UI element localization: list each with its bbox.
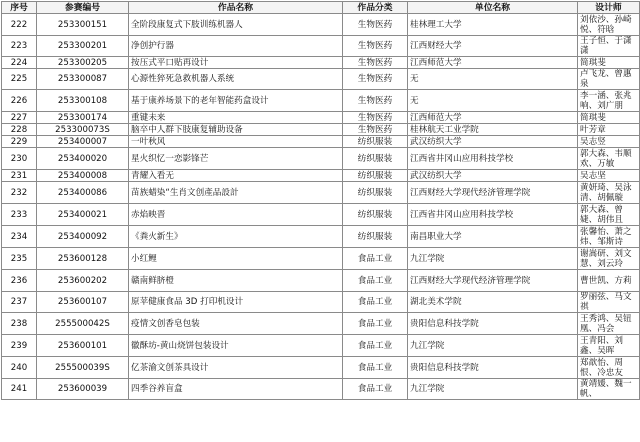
row-designer: 罗丽弦、马文祺 (578, 292, 640, 313)
row-unit: 桂林理工大学 (408, 14, 578, 36)
row-index: 235 (2, 248, 37, 270)
row-entry-code: 253300108 (37, 90, 129, 112)
table-row (2, 124, 640, 136)
row-unit: 武汉纺织大学 (408, 136, 578, 148)
row-unit: 江西财经大学现代经济管理学院 (408, 182, 578, 204)
row-unit: 江西财经大学现代经济管理学院 (408, 270, 578, 292)
table-row (2, 292, 640, 313)
table-row (2, 90, 640, 112)
row-unit: 贵阳信息科技学院 (408, 313, 578, 335)
row-entry-code: 253300151 (37, 14, 129, 36)
table-header (2, 2, 640, 14)
row-index: 234 (2, 226, 37, 248)
row-entry-code: 253600039 (37, 379, 129, 400)
row-designer: 吴志竖 (578, 136, 640, 148)
table-row (2, 14, 640, 36)
table-row (2, 270, 640, 292)
row-unit: 湖北美术学院 (408, 292, 578, 313)
row-work-name: 脑卒中人群下肢康复辅助设备 (129, 124, 343, 136)
row-work-name: 全阶段康复式下肢训练机器人 (129, 14, 343, 36)
row-designer: 郭大森、韦顺欢、万敏 (578, 148, 640, 170)
row-category: 纺织服装 (343, 170, 408, 182)
table-row (2, 170, 640, 182)
row-designer: 王青阳、刘鑫、吴晖 (578, 335, 640, 357)
row-work-name: 赣南鲜脐橙 (129, 270, 343, 292)
row-designer: 黄靖媛、魏一帆、 (578, 379, 640, 400)
row-work-name: 心源性猝死急救机器人系统 (129, 69, 343, 90)
row-unit: 九江学院 (408, 335, 578, 357)
row-entry-code: 253300174 (37, 112, 129, 124)
table-body (2, 14, 640, 400)
row-designer: 郑歆怡、周恨、冷忠友 (578, 357, 640, 379)
row-index: 230 (2, 148, 37, 170)
row-unit: 江西省井冈山应用科技学校 (408, 204, 578, 226)
row-category: 纺织服装 (343, 226, 408, 248)
row-entry-code: 253300205 (37, 57, 129, 69)
table-row (2, 204, 640, 226)
row-entry-code: 255500039S (37, 357, 129, 379)
row-unit: 南昌职业大学 (408, 226, 578, 248)
row-designer: 简琪斐 (578, 112, 640, 124)
row-designer: 简琪斐 (578, 57, 640, 69)
row-entry-code: 253400092 (37, 226, 129, 248)
header-index: 序号 (2, 2, 37, 14)
row-designer: 曹世凯、方莉 (578, 270, 640, 292)
table-row (2, 379, 640, 400)
row-category: 纺织服装 (343, 148, 408, 170)
row-category: 食品工业 (343, 357, 408, 379)
row-unit: 无 (408, 69, 578, 90)
header-unit: 单位名称 (408, 2, 578, 14)
row-category: 生物医药 (343, 90, 408, 112)
row-designer: 郭大森、曾婕、胡伟且 (578, 204, 640, 226)
row-entry-code: 253400008 (37, 170, 129, 182)
row-category: 生物医药 (343, 112, 408, 124)
row-category: 食品工业 (343, 292, 408, 313)
row-entry-code: 253400021 (37, 204, 129, 226)
table-row (2, 57, 640, 69)
row-category: 食品工业 (343, 248, 408, 270)
row-designer: 王子恒、于潇潇 (578, 36, 640, 57)
row-index: 222 (2, 14, 37, 36)
row-index: 241 (2, 379, 37, 400)
row-work-name: 徽酥坊-黄山烧饼包装设计 (129, 335, 343, 357)
table-row (2, 136, 640, 148)
row-index: 233 (2, 204, 37, 226)
row-entry-code: 253300087 (37, 69, 129, 90)
row-category: 纺织服装 (343, 182, 408, 204)
row-index: 226 (2, 90, 37, 112)
row-category: 生物医药 (343, 57, 408, 69)
table-row (2, 112, 640, 124)
row-designer: 黄妍琦、吴泳清、胡佩璇 (578, 182, 640, 204)
row-entry-code: 253300201 (37, 36, 129, 57)
row-index: 231 (2, 170, 37, 182)
row-entry-code: 253400020 (37, 148, 129, 170)
row-work-name: 星火织忆一恋影锋芒 (129, 148, 343, 170)
row-work-name: 重键未来 (129, 112, 343, 124)
row-designer: 吴志坚 (578, 170, 640, 182)
header-designer: 设计师 (578, 2, 640, 14)
table-row (2, 182, 640, 204)
row-entry-code: 253400007 (37, 136, 129, 148)
row-index: 229 (2, 136, 37, 148)
row-entry-code: 253600101 (37, 335, 129, 357)
award-list-table (1, 1, 640, 400)
header-category: 作品分类 (343, 2, 408, 14)
row-work-name: 亿茶渝文创茶具设计 (129, 357, 343, 379)
row-unit: 武汉纺织大学 (408, 170, 578, 182)
row-index: 236 (2, 270, 37, 292)
row-category: 纺织服装 (343, 204, 408, 226)
row-entry-code: 253600202 (37, 270, 129, 292)
row-designer: 王秀鸿、吴钮凰、冯会 (578, 313, 640, 335)
table-row (2, 148, 640, 170)
row-entry-code: 253600128 (37, 248, 129, 270)
row-index: 239 (2, 335, 37, 357)
table-row (2, 335, 640, 357)
row-designer: 叶芳章 (578, 124, 640, 136)
row-designer: 张馨怡、萧之炜、邹斯诗 (578, 226, 640, 248)
row-entry-code: 253600107 (37, 292, 129, 313)
row-unit: 九江学院 (408, 379, 578, 400)
row-unit: 桂林航天工业学院 (408, 124, 578, 136)
table-row (2, 313, 640, 335)
row-category: 生物医药 (343, 14, 408, 36)
row-category: 生物医药 (343, 36, 408, 57)
row-index: 240 (2, 357, 37, 379)
row-index: 223 (2, 36, 37, 57)
row-designer: 刘依沙、孙崎悦、符晗 (578, 14, 640, 36)
row-category: 食品工业 (343, 313, 408, 335)
row-work-name: 《粪火新生》 (129, 226, 343, 248)
row-category: 食品工业 (343, 270, 408, 292)
row-work-name: 小红鲤 (129, 248, 343, 270)
row-unit: 无 (408, 90, 578, 112)
row-work-name: 赤焰映晋 (129, 204, 343, 226)
row-work-name: 苗族蜡染“生肖文创產品設計 (129, 182, 343, 204)
row-work-name: 四季谷养盲盒 (129, 379, 343, 400)
row-work-name: 疫情文创香皂包装 (129, 313, 343, 335)
row-work-name: 青耀入看无 (129, 170, 343, 182)
row-category: 生物医药 (343, 69, 408, 90)
table-row (2, 36, 640, 57)
row-designer: 李一涵、张兆响、刘广朋 (578, 90, 640, 112)
row-entry-code: 253300073S (37, 124, 129, 136)
row-work-name: 按压式平口贴再设计 (129, 57, 343, 69)
table-row (2, 248, 640, 270)
table-row (2, 226, 640, 248)
row-category: 生物医药 (343, 124, 408, 136)
table-row (2, 357, 640, 379)
row-unit: 贵阳信息科技学院 (408, 357, 578, 379)
row-designer: 卢飞龙、曾惠泉 (578, 69, 640, 90)
row-work-name: 净创护行器 (129, 36, 343, 57)
row-unit: 江西省井冈山应用科技学校 (408, 148, 578, 170)
row-work-name: 原苹健康食品 3D 打印机设计 (129, 292, 343, 313)
header-work-name: 作品名称 (129, 2, 343, 14)
row-work-name: 一叶秋风 (129, 136, 343, 148)
row-unit: 九江学院 (408, 248, 578, 270)
row-index: 238 (2, 313, 37, 335)
row-index: 224 (2, 57, 37, 69)
row-category: 食品工业 (343, 379, 408, 400)
row-unit: 江西师范大学 (408, 112, 578, 124)
row-index: 225 (2, 69, 37, 90)
row-category: 纺织服装 (343, 136, 408, 148)
row-designer: 谢嵩研、刘文慧、刘云玲 (578, 248, 640, 270)
row-index: 228 (2, 124, 37, 136)
row-entry-code: 255500042S (37, 313, 129, 335)
row-work-name: 基于康养场景下的老年智能药盒设计 (129, 90, 343, 112)
row-index: 237 (2, 292, 37, 313)
row-index: 232 (2, 182, 37, 204)
row-unit: 江西财经大学 (408, 36, 578, 57)
header-entry-code: 参赛编号 (37, 2, 129, 14)
row-entry-code: 253400086 (37, 182, 129, 204)
table-row (2, 69, 640, 90)
row-category: 食品工业 (343, 335, 408, 357)
row-index: 227 (2, 112, 37, 124)
row-unit: 江西师范大学 (408, 57, 578, 69)
